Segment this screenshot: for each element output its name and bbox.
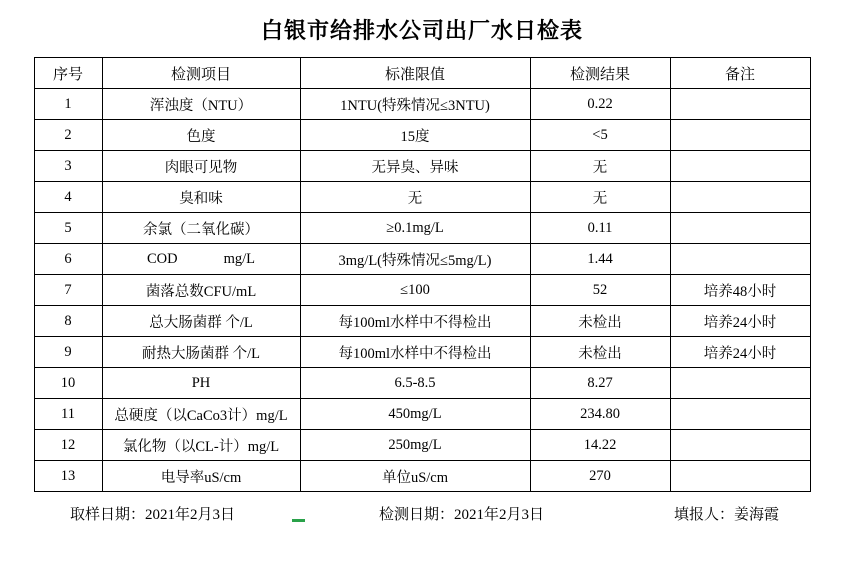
table-row: [34, 151, 810, 182]
cell-result: 234.80: [530, 399, 670, 430]
cell-limit: ≤100: [300, 275, 530, 306]
cell-limit: 每100ml水样中不得检出: [300, 337, 530, 368]
cell-item: 总大肠菌群 个/L: [102, 306, 300, 337]
cell-remark: 培养48小时: [670, 275, 810, 306]
cell-limit: 3mg/L(特殊情况≤5mg/L): [300, 244, 530, 275]
cell-remark: [670, 399, 810, 430]
cell-remark: 培养24小时: [670, 337, 810, 368]
table-row: [34, 306, 810, 337]
cell-result: 0.11: [530, 213, 670, 244]
cell-result: 未检出: [530, 306, 670, 337]
table-row: [34, 430, 810, 461]
table-row: [34, 89, 810, 120]
cell-remark: 培养24小时: [670, 306, 810, 337]
cell-result: 52: [530, 275, 670, 306]
cell-item: 电导率uS/cm: [102, 461, 300, 492]
cell-item: 肉眼可见物: [102, 151, 300, 182]
cell-remark: [670, 151, 810, 182]
table-row: [34, 120, 810, 151]
column-header-no: 序号: [34, 58, 102, 89]
cell-no: 13: [34, 461, 102, 492]
cell-item: 氯化物（以CL-计）mg/L: [102, 430, 300, 461]
footer: [34, 492, 810, 524]
table-row: [34, 368, 810, 399]
cell-remark: [670, 213, 810, 244]
table-row: [34, 244, 810, 275]
cell-limit: 250mg/L: [300, 430, 530, 461]
cell-limit: 1NTU(特殊情况≤3NTU): [300, 89, 530, 120]
cell-no: 11: [34, 399, 102, 430]
column-header-limit: 标准限值: [300, 58, 530, 89]
table-row: [34, 213, 810, 244]
cell-result: 8.27: [530, 368, 670, 399]
table-header-row: [34, 58, 810, 89]
table-row: [34, 182, 810, 213]
cell-item: 菌落总数CFU/mL: [102, 275, 300, 306]
cell-no: 1: [34, 89, 102, 120]
cell-no: 3: [34, 151, 102, 182]
cell-limit: ≥0.1mg/L: [300, 213, 530, 244]
cell-item-unit: mg/L: [223, 250, 256, 267]
cell-item: 色度: [102, 120, 300, 151]
cell-limit: 15度: [300, 120, 530, 151]
cell-no: 12: [34, 430, 102, 461]
cell-result: 270: [530, 461, 670, 492]
cell-remark: [670, 89, 810, 120]
cell-limit: 单位uS/cm: [300, 461, 530, 492]
cell-remark: [670, 182, 810, 213]
cell-no: 9: [34, 337, 102, 368]
cell-item: 浑浊度（NTU）: [102, 89, 300, 120]
cell-remark: [670, 368, 810, 399]
cell-remark: [670, 244, 810, 275]
cell-result: 无: [530, 151, 670, 182]
cell-remark: [670, 120, 810, 151]
cell-item: 余氯（二氧化碳）: [102, 213, 300, 244]
cell-result: <5: [530, 120, 670, 151]
cell-no: 5: [34, 213, 102, 244]
cell-result: 14.22: [530, 430, 670, 461]
cell-item: 总硬度（以CaCo3计）mg/L: [102, 399, 300, 430]
table-row: [34, 399, 810, 430]
column-header-remark: 备注: [670, 58, 810, 89]
cell-item: 臭和味: [102, 182, 300, 213]
cell-item: PH: [102, 368, 300, 399]
page-title: 白银市给排水公司出厂水日检表: [260, 18, 583, 43]
cell-no: 8: [34, 306, 102, 337]
test-date: 检测日期：2021年2月3日: [379, 507, 545, 523]
cell-item: 耐热大肠菌群 个/L: [102, 337, 300, 368]
green-mark: [292, 519, 305, 522]
table-row: [34, 275, 810, 306]
cell-limit: 无: [300, 182, 530, 213]
cell-result: 1.44: [530, 244, 670, 275]
cell-limit: 无异臭、异味: [300, 151, 530, 182]
water-quality-table: [34, 57, 811, 492]
cell-remark: [670, 430, 810, 461]
cell-no: 7: [34, 275, 102, 306]
column-header-result: 检测结果: [530, 58, 670, 89]
cell-remark: [670, 461, 810, 492]
cell-item: [102, 244, 300, 275]
cell-no: 4: [34, 182, 102, 213]
cell-limit: 每100ml水样中不得检出: [300, 306, 530, 337]
cell-limit: 6.5-8.5: [300, 368, 530, 399]
sample-date: 取样日期：2021年2月3日: [70, 507, 236, 523]
cell-no: 6: [34, 244, 102, 275]
cell-result: 无: [530, 182, 670, 213]
filler-name: 填报人：姜海霞: [674, 507, 780, 523]
cell-limit: 450mg/L: [300, 399, 530, 430]
table-row: [34, 337, 810, 368]
cell-result: 0.22: [530, 89, 670, 120]
column-header-item: 检测项目: [102, 58, 300, 89]
table-row: [34, 461, 810, 492]
cell-no: 10: [34, 368, 102, 399]
cell-no: 2: [34, 120, 102, 151]
cell-item-label: COD: [146, 250, 178, 267]
cell-result: 未检出: [530, 337, 670, 368]
